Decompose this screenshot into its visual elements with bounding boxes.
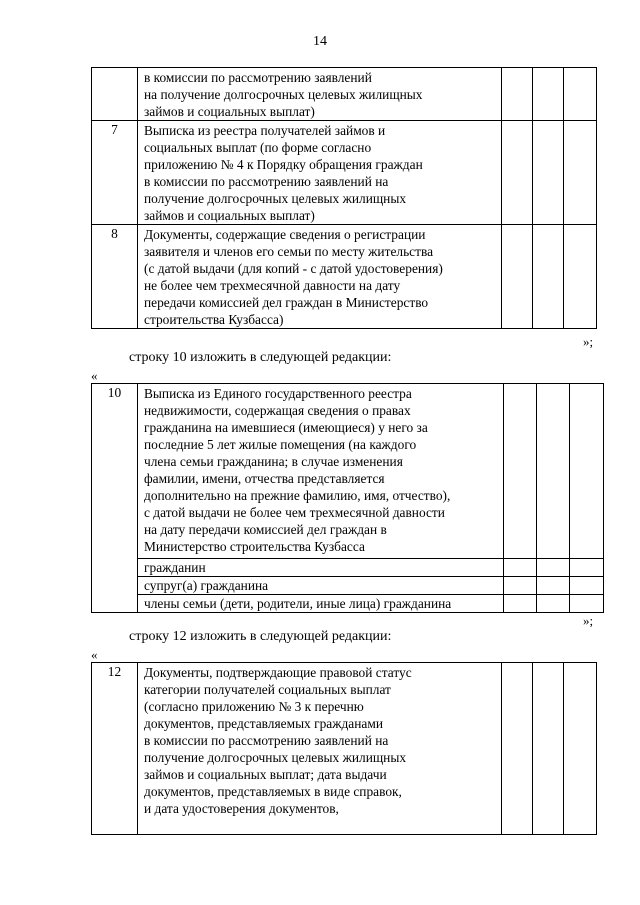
text-line: Министерство строительства Кузбасса: [144, 539, 365, 554]
row-text: [138, 663, 502, 835]
text-line: недвижимости, содержащая сведения о правах: [144, 403, 411, 418]
table-row: [92, 68, 597, 121]
row-number: 8: [92, 225, 138, 329]
row-12-table: [91, 662, 597, 835]
text-line: члена семьи гражданина; в случае изменения: [144, 454, 403, 469]
empty-cell: [533, 225, 564, 329]
empty-cell: [504, 577, 537, 595]
text-line: строительства Кузбасса): [144, 312, 284, 327]
text-line: документов, представляемых гражданами: [144, 716, 383, 731]
text-line: Выписка из реестра получателей займов и: [144, 123, 386, 138]
text-line: не более чем трехмесячной давности на дату: [144, 278, 401, 293]
empty-cell: [502, 121, 533, 225]
table-row: [92, 577, 604, 595]
sub-row-citizen: гражданин: [138, 559, 504, 577]
row-10-table: [91, 383, 604, 613]
text-line: дополнительно на прежние фамилию, имя, отчество),: [144, 488, 451, 503]
page-number: 14: [313, 34, 327, 49]
empty-cell: [537, 559, 570, 577]
empty-cell: [564, 225, 597, 329]
empty-cell: [570, 559, 604, 577]
text-line: займов и социальных выплат; дата выдачи: [144, 767, 387, 782]
empty-cell: [537, 384, 570, 559]
empty-cell: [537, 577, 570, 595]
text-line: категории получателей социальных выплат: [144, 682, 391, 697]
sub-row-family-members: члены семьи (дети, родители, иные лица) гражданина: [138, 595, 504, 613]
empty-cell: [504, 559, 537, 577]
row-number: 7: [92, 121, 138, 225]
empty-cell: [564, 663, 597, 835]
empty-cell: [504, 595, 537, 613]
text-line: в комиссии по рассмотрению заявлений: [144, 70, 372, 85]
sub-row-spouse: супруг(а) гражданина: [138, 577, 504, 595]
row-number: [92, 68, 138, 121]
text-line: займов и социальных выплат): [144, 104, 315, 119]
empty-cell: [502, 663, 533, 835]
text-line: на получение долгосрочных целевых жилищных: [144, 87, 423, 102]
empty-cell: [502, 68, 533, 121]
instruction-row-12: строку 12 изложить в следующей редакции:: [129, 629, 392, 644]
text-line: документов, представляемых в виде справок,: [144, 784, 402, 799]
documents-table-continued: [91, 67, 597, 329]
table-row: [92, 225, 597, 329]
empty-cell: [504, 384, 537, 559]
row-text: [138, 68, 502, 121]
instruction-row-10: строку 10 изложить в следующей редакции:: [129, 350, 392, 365]
row-text: [138, 121, 502, 225]
text-line: приложению № 4 к Порядку обращения граждан: [144, 157, 423, 172]
table-row: [92, 595, 604, 613]
text-line: займов и социальных выплат): [144, 208, 315, 223]
empty-cell: [570, 384, 604, 559]
table-row: [92, 384, 604, 559]
empty-cell: [533, 68, 564, 121]
text-line: получение долгосрочных целевых жилищных: [144, 750, 407, 765]
text-line: передачи комиссией дел граждан в Министерство: [144, 295, 429, 310]
empty-cell: [502, 225, 533, 329]
row-number: 12: [92, 663, 138, 835]
text-line: Документы, подтверждающие правовой статус: [144, 665, 412, 680]
empty-cell: [533, 121, 564, 225]
opening-quote-2: «: [91, 647, 98, 662]
empty-cell: [533, 663, 564, 835]
text-line: получение долгосрочных целевых жилищных: [144, 191, 407, 206]
text-line: заявителя и членов его семьи по месту жительства: [144, 244, 434, 259]
row-text: [138, 384, 504, 559]
empty-cell: [537, 595, 570, 613]
empty-cell: [564, 68, 597, 121]
empty-cell: [570, 577, 604, 595]
row-number: 10: [92, 384, 138, 613]
text-line: Выписка из Единого государственного реестра: [144, 386, 412, 401]
text-line: гражданина на имевшиеся (имеющиеся) у него за: [144, 420, 428, 435]
text-line: и дата удостоверения документов,: [144, 801, 339, 816]
text-line: фамилии, имени, отчества представляется: [144, 471, 385, 486]
empty-cell: [570, 595, 604, 613]
text-line: Документы, содержащие сведения о регистрации: [144, 227, 426, 242]
text-line: последние 5 лет жилые помещения (на каждого: [144, 437, 417, 452]
text-line: в комиссии по рассмотрению заявлений на: [144, 174, 389, 189]
text-line: (с датой выдачи (для копий - с датой удостоверения): [144, 261, 443, 276]
text-line: с датой выдачи не более чем трехмесячной давности: [144, 505, 445, 520]
closing-quote-2: »;: [583, 613, 594, 628]
text-line: (согласно приложению № 3 к перечню: [144, 699, 364, 714]
table-row: [92, 121, 597, 225]
row-text: [138, 225, 502, 329]
opening-quote-1: «: [91, 368, 98, 383]
table-row: [92, 663, 597, 835]
table-row: [92, 559, 604, 577]
text-line: социальных выплат (по форме согласно: [144, 140, 372, 155]
empty-cell: [564, 121, 597, 225]
closing-quote-1: »;: [583, 334, 594, 349]
text-line: в комиссии по рассмотрению заявлений на: [144, 733, 389, 748]
text-line: на дату передачи комиссией дел граждан в: [144, 522, 387, 537]
